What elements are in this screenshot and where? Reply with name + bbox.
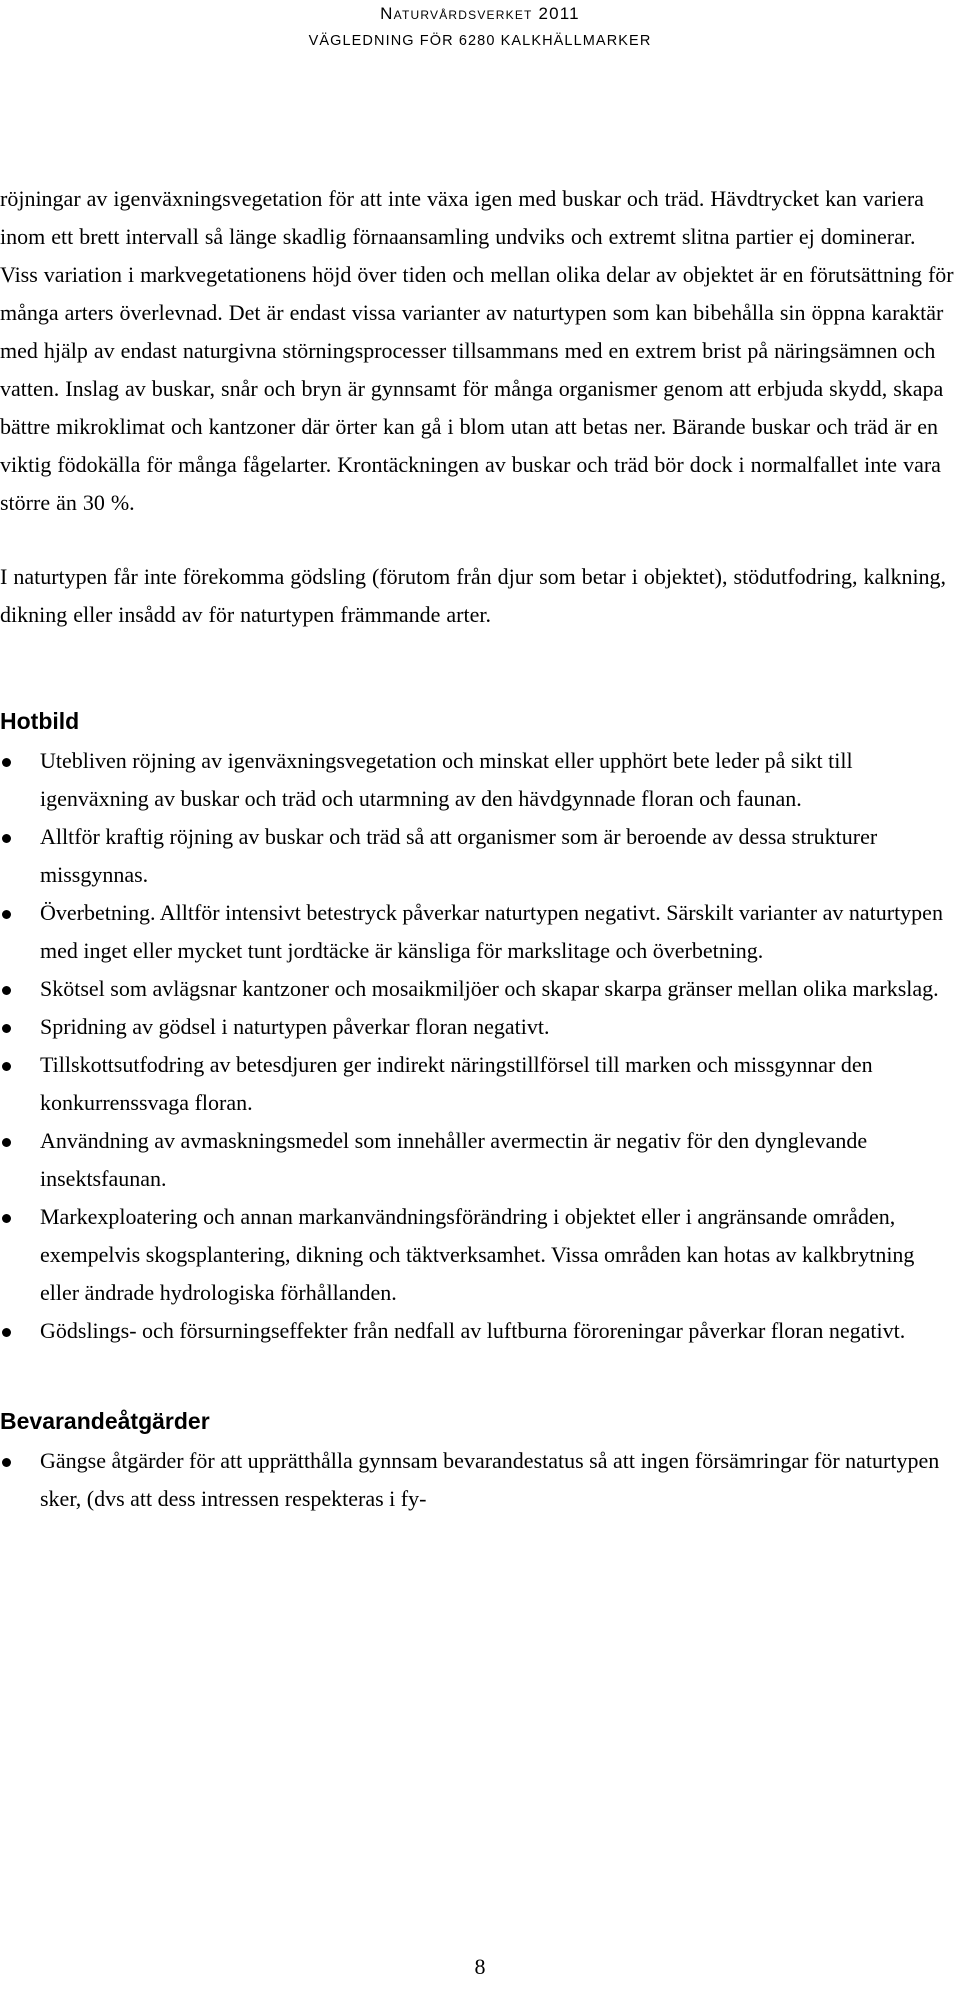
threat-item-text: Gödslings- och försurningseffekter från nedfall av luftburna föroreningar påverkar floran negativt.: [40, 1318, 906, 1343]
body-paragraph-2: I naturtypen får inte förekomma gödsling (förutom från djur som betar i objektet), stödutfodring, kalkning, dikning eller insådd av för naturtypen främmande arter.: [0, 564, 947, 627]
measure-item-text: Gängse åtgärder för att upprätthålla gynnsam bevarandestatus så att ingen försämringar för naturtypen sker, (dvs att dess intressen respekteras i fy-: [40, 1448, 940, 1511]
threat-item: [0, 1198, 956, 1312]
threat-item-text: Spridning av gödsel i naturtypen påverkar floran negativt.: [40, 1014, 550, 1039]
threat-item: [0, 1008, 956, 1046]
threat-item-text: Tillskottsutfodring av betesdjuren ger indirekt näringstillförsel till marken och missgynnar den konkurrenssvaga floran.: [40, 1052, 873, 1115]
header-organization: Naturvårdsverket 2011: [380, 4, 580, 23]
measures-list: [0, 1442, 956, 1518]
measure-item: [0, 1442, 956, 1518]
bullet-icon: [2, 834, 11, 843]
bullet-icon: [2, 1062, 11, 1071]
bullet-icon: [2, 1138, 11, 1147]
threat-item: [0, 1312, 956, 1350]
threat-item-text: Användning av avmaskningsmedel som innehåller avermectin är negativ för den dynglevande insektsfaunan.: [40, 1128, 868, 1191]
threat-item: [0, 970, 956, 1008]
page-header: [0, 3, 960, 51]
threat-item-text: Skötsel som avlägsnar kantzoner och mosaikmiljöer och skapar skarpa gränser mellan olika markslag.: [40, 976, 939, 1001]
threat-item-text: Utebliven röjning av igenväxningsvegetation och minskat eller upphört bete leder på sikt till igenväxning av buskar och träd och utarmning av den hävdgynnade floran och faunan.: [40, 748, 853, 811]
bullet-icon: [2, 758, 11, 767]
header-guide-title: VÄGLEDNING FÖR 6280 KALKHÄLLMARKER: [308, 33, 652, 49]
page-content: [0, 180, 956, 1518]
bullet-icon: [2, 986, 11, 995]
bullet-icon: [2, 1214, 11, 1223]
threat-item: [0, 818, 956, 894]
threat-item-text: Överbetning. Alltför intensivt betestryck påverkar naturtypen negativt. Särskilt varianter av naturtypen med inget eller mycket tunt jordtäcke är känsliga för markslitage och överbetning.: [40, 900, 943, 963]
threat-item: [0, 894, 956, 970]
threat-item: [0, 1046, 956, 1122]
bullet-icon: [2, 1024, 11, 1033]
page-number: 8: [474, 1954, 486, 1979]
threat-item: [0, 1122, 956, 1198]
bullet-icon: [2, 1328, 11, 1337]
bullet-icon: [2, 910, 11, 919]
bullet-icon: [2, 1458, 11, 1467]
measures-heading: Bevarandeåtgärder: [0, 1408, 210, 1434]
threats-list: [0, 742, 956, 1350]
threats-heading: Hotbild: [0, 708, 80, 734]
threat-item-text: Alltför kraftig röjning av buskar och träd så att organismer som är beroende av dessa strukturer missgynnas.: [40, 824, 878, 887]
threat-item-text: Markexploatering och annan markanvändningsförändring i objektet eller i angränsande områden, exempelvis skogsplantering, dikning och täktverksamhet. Vissa områden kan hotas av kalkbrytning eller ändrade hydrologiska förhållanden.: [40, 1204, 915, 1305]
body-paragraph-1: röjningar av igenväxningsvegetation för att inte växa igen med buskar och träd. Hävdtrycket kan variera inom ett brett intervall så länge skadlig förnaansamling undviks och extremt slitna partier ej dominerar. Viss variation i markvegetationens höjd över tiden och mellan olika delar av objektet är en förutsättning för många arters överlevnad. Det är endast vissa varianter av naturtypen som kan bibehålla sin öppna karaktär med hjälp av endast naturgivna störningsprocesser tillsammans med en extrem brist på näringsämnen och vatten. Inslag av buskar, snår och bryn är gynnsamt för många organismer genom att erbjuda skydd, skapa bättre mikroklimat och kantzoner där örter kan gå i blom utan att betas ner. Bärande buskar och träd är en viktig födokälla för många fågelarter. Krontäckningen av buskar och träd bör dock i normalfallet inte vara större än 30 %.: [0, 186, 954, 515]
threat-item: [0, 742, 956, 818]
